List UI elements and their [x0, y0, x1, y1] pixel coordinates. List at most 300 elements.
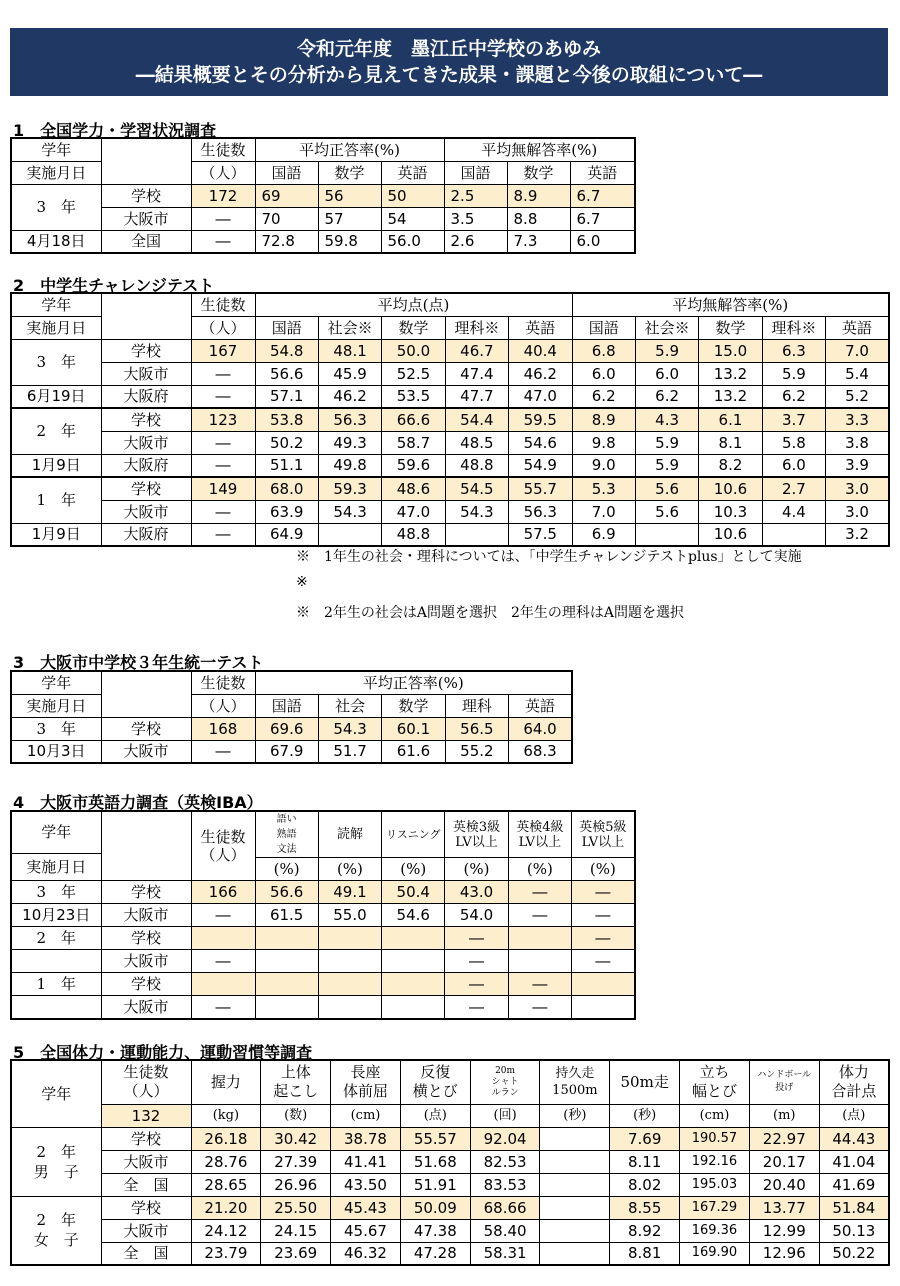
value-cell: 8.02: [610, 1173, 680, 1196]
header-count: 生徒数: [191, 671, 255, 694]
table-row: [11, 385, 889, 408]
value-cell: 50: [381, 184, 444, 207]
row-label: 学校: [101, 184, 191, 207]
value-cell: 5.9: [635, 339, 698, 362]
value-cell: 45.67: [331, 1219, 401, 1242]
value-cell: 46.2: [318, 385, 381, 408]
value-cell: 45.9: [318, 362, 381, 385]
header-unit: (点): [400, 1104, 470, 1127]
value-cell: [540, 1127, 610, 1150]
header-unit: (点): [819, 1104, 889, 1127]
value-cell: 27.39: [261, 1150, 331, 1173]
header-count: 生徒数: [191, 293, 255, 316]
grade-label: 2 年 女 子: [11, 1196, 101, 1265]
value-cell: 41.04: [819, 1150, 889, 1173]
header-correct-rate: 平均正答率(%): [255, 138, 444, 161]
value-cell: 6.3: [762, 339, 825, 362]
header-col: 語い 熟語 文法: [255, 811, 318, 858]
value-cell: 59.3: [318, 477, 381, 500]
value-cell: 9.8: [572, 431, 635, 454]
value-cell: 28.76: [191, 1150, 261, 1173]
header-col: 立ち 幅とび: [680, 1060, 750, 1104]
value-cell: 167.29: [680, 1196, 750, 1219]
value-cell: [762, 523, 825, 546]
value-cell: 57.5: [509, 523, 572, 546]
value-cell: 49.8: [318, 454, 381, 477]
value-cell: 40.4: [509, 339, 572, 362]
value-cell: [255, 950, 318, 973]
header-col: 英検5級 LV以上: [571, 811, 634, 858]
value-cell: 45.43: [331, 1196, 401, 1219]
value-cell: 5.9: [762, 362, 825, 385]
header-col: 理科※: [445, 316, 508, 339]
count-cell: 168: [191, 717, 255, 740]
count-cell: ―: [191, 207, 255, 230]
value-cell: 13.77: [749, 1196, 819, 1219]
header-blank: [101, 138, 191, 184]
grade-label: [11, 996, 101, 1019]
value-cell: 8.1: [699, 431, 762, 454]
value-cell: 5.3: [572, 477, 635, 500]
header-col: 理科: [445, 694, 508, 717]
table-row: [11, 1173, 889, 1196]
header-col: 社会※: [635, 316, 698, 339]
value-cell: 72.8: [255, 230, 318, 253]
header-col: 握力: [191, 1060, 261, 1104]
value-cell: 6.2: [635, 385, 698, 408]
section-1-title: 1 全国学力・学習状況調査: [13, 121, 217, 140]
table-row: [11, 1127, 889, 1150]
value-cell: 22.97: [749, 1127, 819, 1150]
value-cell: ―: [571, 950, 634, 973]
header-col: 国語: [255, 694, 318, 717]
header-unit: (秒): [540, 1104, 610, 1127]
value-cell: [635, 523, 698, 546]
count-cell: ―: [191, 385, 255, 408]
header-col: ハンドボール 投げ: [749, 1060, 819, 1104]
value-cell: 190.57: [680, 1127, 750, 1150]
row-label: 大阪市: [101, 500, 191, 523]
value-cell: 54.3: [445, 500, 508, 523]
header-col: 英検3級 LV以上: [445, 811, 508, 858]
header-unit: (回): [470, 1104, 540, 1127]
value-cell: 8.9: [572, 408, 635, 431]
value-cell: 54.3: [318, 500, 381, 523]
row-label: 学校: [101, 1127, 191, 1150]
value-cell: 43.0: [445, 881, 508, 904]
table-row: [11, 927, 635, 950]
header-col: 社会※: [318, 316, 381, 339]
value-cell: [540, 1242, 610, 1265]
value-cell: ―: [571, 927, 634, 950]
row-label: 大阪府: [101, 523, 191, 546]
value-cell: 48.8: [445, 454, 508, 477]
date-label: 1月9日: [11, 523, 101, 546]
value-cell: 49.3: [318, 431, 381, 454]
count-cell: ―: [191, 454, 255, 477]
count-cell: 167: [191, 339, 255, 362]
value-cell: 58.40: [470, 1219, 540, 1242]
value-cell: 7.3: [507, 230, 570, 253]
value-cell: ―: [508, 904, 571, 927]
header-unit: （人）: [200, 846, 246, 864]
row-label: 学校: [101, 1196, 191, 1219]
count-cell: ―: [191, 362, 255, 385]
header-col: 理科※: [762, 316, 825, 339]
header-col: 英語: [381, 161, 444, 184]
row-label: 大阪市: [101, 431, 191, 454]
row-label: 大阪市: [101, 207, 191, 230]
value-cell: 192.16: [680, 1150, 750, 1173]
header-col: 数学: [382, 316, 445, 339]
header-grade: 学年: [11, 138, 101, 161]
grade-label: 3 年: [11, 339, 101, 385]
count-cell: ―: [191, 500, 255, 523]
value-cell: [318, 996, 381, 1019]
row-label: 全国: [101, 230, 191, 253]
banner-subtitle: ―結果概要とその分析から見えてきた成果・課題と今後の取組について―: [135, 64, 763, 86]
header-noanswer-rate: 平均無解答率(%): [572, 293, 889, 316]
header-col: 反復 横とび: [400, 1060, 470, 1104]
header-unit: （人）: [191, 161, 255, 184]
grade-label: 2 年 男 子: [11, 1127, 101, 1196]
row-label: 大阪府: [101, 454, 191, 477]
header-col: 体力 合計点: [819, 1060, 889, 1104]
value-cell: 58.7: [382, 431, 445, 454]
header-unit: （人）: [123, 1082, 169, 1101]
table-row: [11, 881, 635, 904]
count-cell: ―: [191, 740, 255, 763]
value-cell: 4.3: [635, 408, 698, 431]
header-col: 50m走: [610, 1060, 680, 1104]
value-cell: 43.50: [331, 1173, 401, 1196]
header-col: 上体 起こし: [261, 1060, 331, 1104]
value-cell: 12.96: [749, 1242, 819, 1265]
value-cell: 54.5: [445, 477, 508, 500]
date-label: 6月19日: [11, 385, 101, 408]
value-cell: 20.40: [749, 1173, 819, 1196]
grade-label: 3 年: [11, 717, 101, 740]
student-count-value: 132: [101, 1104, 191, 1127]
count-cell: ―: [191, 950, 255, 973]
value-cell: 54.6: [382, 904, 445, 927]
date-label: 1月9日: [11, 454, 101, 477]
header-col: 数学: [699, 316, 762, 339]
value-cell: 54.3: [318, 717, 381, 740]
table-row: [11, 500, 889, 523]
value-cell: 4.4: [762, 500, 825, 523]
table-row: [11, 184, 635, 207]
row-label: 全 国: [101, 1242, 191, 1265]
row-label: 学校: [101, 408, 191, 431]
row-label: 学校: [101, 477, 191, 500]
row-label: 大阪市: [101, 996, 191, 1019]
value-cell: 3.0: [826, 477, 889, 500]
value-cell: 8.92: [610, 1219, 680, 1242]
count-cell: [191, 973, 255, 996]
table-row: [11, 740, 572, 763]
count-cell: ―: [191, 523, 255, 546]
value-cell: 55.2: [445, 740, 508, 763]
header-col: 読解: [318, 811, 381, 858]
value-cell: 169.36: [680, 1219, 750, 1242]
header-unit: (%): [445, 858, 508, 881]
header-date: 実施月日: [11, 694, 101, 717]
header-noanswer-rate: 平均無解答率(%): [444, 138, 635, 161]
value-cell: 51.68: [400, 1150, 470, 1173]
value-cell: 47.38: [400, 1219, 470, 1242]
value-cell: [255, 973, 318, 996]
value-cell: 26.96: [261, 1173, 331, 1196]
value-cell: 54: [381, 207, 444, 230]
table-physical-fitness: [10, 1059, 890, 1266]
value-cell: 6.7: [570, 207, 635, 230]
header-grade: 学年: [11, 1060, 101, 1127]
value-cell: 70: [255, 207, 318, 230]
value-cell: 24.12: [191, 1219, 261, 1242]
value-cell: 21.20: [191, 1196, 261, 1219]
value-cell: 47.0: [509, 385, 572, 408]
value-cell: 47.7: [445, 385, 508, 408]
grade-label: 1 年: [11, 477, 101, 523]
value-cell: 9.0: [572, 454, 635, 477]
value-cell: 64.9: [255, 523, 318, 546]
value-cell: 59.5: [509, 408, 572, 431]
value-cell: 56.3: [318, 408, 381, 431]
value-cell: ―: [571, 881, 634, 904]
value-cell: 92.04: [470, 1127, 540, 1150]
value-cell: [255, 996, 318, 1019]
table-row: [11, 431, 889, 454]
header-correct-rate: 平均正答率(%): [255, 671, 572, 694]
value-cell: 50.13: [819, 1219, 889, 1242]
value-cell: 56.5: [445, 717, 508, 740]
header-unit: (数): [261, 1104, 331, 1127]
header-average-score: 平均点(点): [255, 293, 572, 316]
value-cell: 60.1: [382, 717, 445, 740]
count-cell: 123: [191, 408, 255, 431]
header-blank: [101, 811, 191, 881]
value-cell: 48.8: [382, 523, 445, 546]
note-3: ※ 2年生の社会はA問題を選択 2年生の理科はA問題を選択: [296, 605, 685, 621]
table-row: [11, 717, 572, 740]
section-2-title: 2 中学生チャレンジテスト: [13, 276, 215, 295]
value-cell: 5.9: [635, 454, 698, 477]
header-unit: （人）: [191, 694, 255, 717]
row-label: 大阪市: [101, 1219, 191, 1242]
value-cell: 57.1: [255, 385, 318, 408]
value-cell: ―: [445, 950, 508, 973]
header-col: 国語: [444, 161, 507, 184]
section-5-title: 5 全国体力・運動能力、運動習慣等調査: [13, 1043, 313, 1062]
value-cell: 10.3: [699, 500, 762, 523]
header-col: 数学: [382, 694, 445, 717]
value-cell: 38.78: [331, 1127, 401, 1150]
header-unit: (kg): [191, 1104, 261, 1127]
value-cell: 48.5: [445, 431, 508, 454]
value-cell: 50.0: [382, 339, 445, 362]
value-cell: 54.4: [445, 408, 508, 431]
header-col: 20m シャト ルラン: [470, 1060, 540, 1104]
value-cell: 56.3: [509, 500, 572, 523]
value-cell: 47.4: [445, 362, 508, 385]
value-cell: 66.6: [382, 408, 445, 431]
value-cell: 2.7: [762, 477, 825, 500]
value-cell: 8.2: [699, 454, 762, 477]
value-cell: 15.0: [699, 339, 762, 362]
note-2: ※: [296, 574, 308, 590]
value-cell: 8.8: [507, 207, 570, 230]
value-cell: 55.7: [509, 477, 572, 500]
value-cell: 3.2: [826, 523, 889, 546]
value-cell: 10.6: [699, 523, 762, 546]
row-label: 大阪市: [101, 362, 191, 385]
table-row: [11, 1196, 889, 1219]
value-cell: [382, 996, 445, 1019]
row-label: 大阪市: [101, 950, 191, 973]
value-cell: 30.42: [261, 1127, 331, 1150]
value-cell: ―: [508, 996, 571, 1019]
table-english-ability: [10, 810, 636, 1020]
value-cell: [540, 1196, 610, 1219]
value-cell: 54.9: [509, 454, 572, 477]
value-cell: 68.0: [255, 477, 318, 500]
table-row: [11, 904, 635, 927]
header-unit: (%): [382, 858, 445, 881]
value-cell: 55.0: [318, 904, 381, 927]
value-cell: [318, 927, 381, 950]
header-count: 生徒数: [191, 138, 255, 161]
grade-label: 3 年: [11, 881, 101, 904]
value-cell: 13.2: [699, 362, 762, 385]
value-cell: 58.31: [470, 1242, 540, 1265]
value-cell: 24.15: [261, 1219, 331, 1242]
value-cell: ―: [445, 973, 508, 996]
value-cell: 54.6: [509, 431, 572, 454]
value-cell: [540, 1219, 610, 1242]
header-grade: 学年: [11, 671, 101, 694]
value-cell: 61.6: [382, 740, 445, 763]
value-cell: 51.91: [400, 1173, 470, 1196]
table-row: [11, 477, 889, 500]
row-label: 学校: [101, 717, 191, 740]
table-row: [11, 1219, 889, 1242]
count-cell: ―: [191, 996, 255, 1019]
value-cell: 48.1: [318, 339, 381, 362]
value-cell: ―: [508, 973, 571, 996]
value-cell: 6.2: [572, 385, 635, 408]
value-cell: 26.18: [191, 1127, 261, 1150]
header-col: 英語: [826, 316, 889, 339]
row-label: 大阪市: [101, 740, 191, 763]
value-cell: 5.6: [635, 500, 698, 523]
value-cell: 195.03: [680, 1173, 750, 1196]
row-label: 学校: [101, 927, 191, 950]
table-national-academic: [10, 137, 636, 254]
value-cell: ―: [571, 904, 634, 927]
section-3-title: 3 大阪市中学校３年生統一テスト: [13, 653, 264, 672]
value-cell: 25.50: [261, 1196, 331, 1219]
header-blank: [101, 671, 191, 717]
value-cell: 54.8: [255, 339, 318, 362]
grade-label: 2 年: [11, 927, 101, 950]
value-cell: [318, 973, 381, 996]
value-cell: 53.5: [382, 385, 445, 408]
header-col: 数学: [318, 161, 381, 184]
header-unit: (m): [749, 1104, 819, 1127]
value-cell: 5.2: [826, 385, 889, 408]
value-cell: 13.2: [699, 385, 762, 408]
header-col: 英語: [509, 694, 572, 717]
page-banner: [10, 28, 888, 96]
header-col: 長座 体前屈: [331, 1060, 401, 1104]
value-cell: 41.69: [819, 1173, 889, 1196]
header-col: 英語: [509, 316, 572, 339]
value-cell: 3.8: [826, 431, 889, 454]
value-cell: 6.0: [570, 230, 635, 253]
table-challenge-test: [10, 292, 890, 547]
value-cell: [571, 973, 634, 996]
value-cell: 3.3: [826, 408, 889, 431]
value-cell: 47.0: [382, 500, 445, 523]
value-cell: 20.17: [749, 1150, 819, 1173]
count-cell: 149: [191, 477, 255, 500]
value-cell: 56.0: [381, 230, 444, 253]
table-row: [11, 454, 889, 477]
date-label: 10月3日: [11, 740, 101, 763]
table-row: [11, 996, 635, 1019]
header-blank: [101, 293, 191, 339]
value-cell: 56: [318, 184, 381, 207]
value-cell: 6.1: [699, 408, 762, 431]
header-unit: (%): [508, 858, 571, 881]
value-cell: 50.4: [382, 881, 445, 904]
value-cell: 52.5: [382, 362, 445, 385]
count-cell: 172: [191, 184, 255, 207]
table-row: [11, 950, 635, 973]
header-count-label: 生徒数: [200, 828, 246, 846]
table-row: [11, 339, 889, 362]
header-unit: (cm): [331, 1104, 401, 1127]
value-cell: 46.2: [509, 362, 572, 385]
header-col: 国語: [255, 161, 318, 184]
value-cell: ―: [445, 996, 508, 1019]
value-cell: [540, 1173, 610, 1196]
value-cell: 12.99: [749, 1219, 819, 1242]
value-cell: ―: [508, 881, 571, 904]
header-unit: (%): [255, 858, 318, 881]
grade-label: 3 年: [11, 184, 101, 230]
count-cell: ―: [191, 230, 255, 253]
header-col: 持久走 1500m: [540, 1060, 610, 1104]
table-row: [11, 1150, 889, 1173]
value-cell: [445, 523, 508, 546]
table-osaka-unified-test: [10, 670, 573, 764]
value-cell: 5.8: [762, 431, 825, 454]
value-cell: 3.9: [826, 454, 889, 477]
value-cell: 46.7: [445, 339, 508, 362]
value-cell: [255, 927, 318, 950]
row-label: 全 国: [101, 1173, 191, 1196]
value-cell: 6.0: [762, 454, 825, 477]
value-cell: 54.0: [445, 904, 508, 927]
value-cell: 50.2: [255, 431, 318, 454]
value-cell: 48.6: [382, 477, 445, 500]
value-cell: 50.09: [400, 1196, 470, 1219]
header-col: 数学: [507, 161, 570, 184]
value-cell: 7.0: [826, 339, 889, 362]
header-col: 英語: [570, 161, 635, 184]
